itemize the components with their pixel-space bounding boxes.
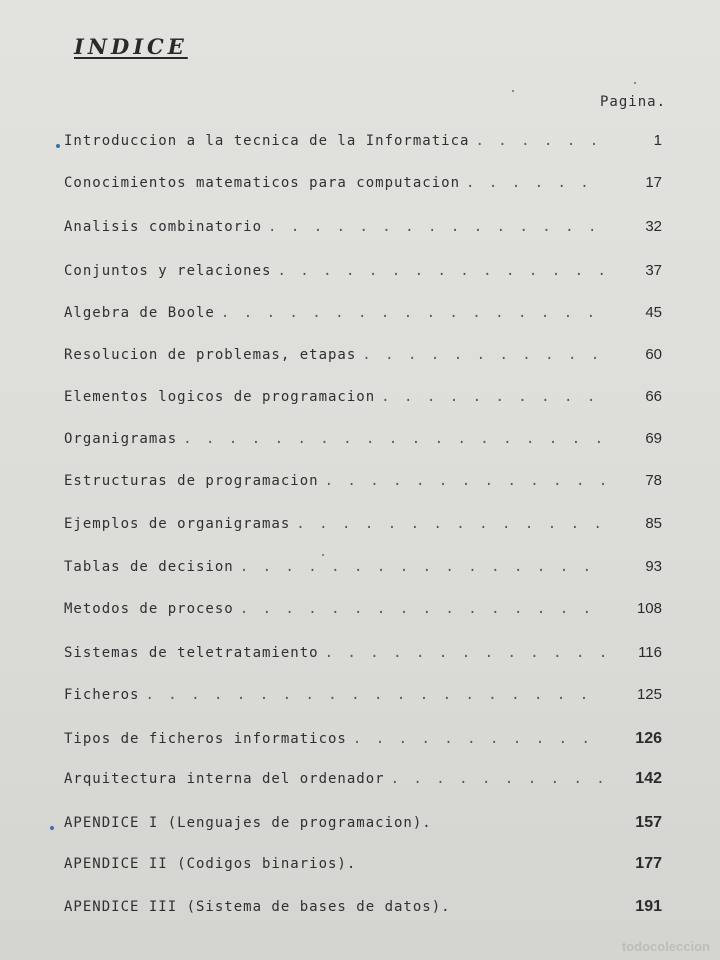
dot-leader — [240, 601, 604, 617]
toc-entry-title: Organigramas — [64, 431, 178, 447]
toc-entry-title: APENDICE II (Codigos binarios). — [64, 856, 357, 872]
toc-entry — [64, 770, 662, 794]
paper-speck — [322, 554, 324, 556]
toc-entry-page: 32 — [645, 218, 662, 235]
toc-entry-page: 177 — [635, 855, 662, 872]
dot-leader — [325, 645, 604, 661]
toc-entry-page: 66 — [645, 388, 662, 405]
dot-leader — [325, 473, 604, 489]
toc-entry — [64, 600, 662, 624]
toc-entry — [64, 730, 662, 754]
toc-entry — [64, 686, 662, 710]
toc-entry-title: Conocimientos matematicos para computacion — [64, 175, 461, 191]
dot-leader — [183, 431, 604, 447]
toc-entry — [64, 262, 662, 286]
toc-entry-page: 93 — [645, 558, 662, 575]
dot-leader — [268, 219, 604, 235]
toc-entry — [64, 174, 662, 198]
paper-speck — [634, 82, 636, 84]
toc-entry-title: Analisis combinatorio — [64, 219, 263, 235]
toc-entry-page: 126 — [635, 730, 662, 747]
dot-leader — [475, 133, 604, 149]
blue-dot-mark — [56, 144, 60, 148]
dot-leader — [221, 305, 604, 321]
toc-entry-title: Metodos de proceso — [64, 601, 234, 617]
toc-entry-title: Ejemplos de organigramas — [64, 516, 291, 532]
toc-entry-title: APENDICE III (Sistema de bases de datos). — [64, 899, 451, 915]
toc-entry — [64, 515, 662, 539]
page-column-header: Pagina. — [600, 94, 667, 110]
paper-speck — [512, 90, 514, 92]
toc-entry — [64, 430, 662, 454]
toc-entry-page: 85 — [645, 515, 662, 532]
dot-leader — [240, 559, 604, 575]
index-title: INDICE — [74, 34, 188, 59]
toc-entry-page: 125 — [636, 686, 662, 703]
toc-entry-page: 116 — [638, 644, 662, 661]
toc-entry-title: Tablas de decision — [64, 559, 234, 575]
dot-leader — [362, 347, 604, 363]
toc-entry — [64, 558, 662, 582]
toc-entry-page: 37 — [645, 262, 662, 279]
toc-entry-title: APENDICE I (Lenguajes de programacion). — [64, 815, 432, 831]
toc-entry-title: Tipos de ficheros informaticos — [64, 731, 347, 747]
dot-leader — [277, 263, 604, 279]
toc-entry — [64, 346, 662, 370]
toc-entry-page: 78 — [645, 472, 662, 489]
toc-entry-title: Ficheros — [64, 687, 140, 703]
toc-entry — [64, 304, 662, 328]
toc-entry-title: Resolucion de problemas, etapas — [64, 347, 357, 363]
toc-entry — [64, 855, 662, 879]
toc-entry — [64, 898, 662, 922]
toc-entry-page: 69 — [645, 430, 662, 447]
watermark-logo: todocoleccion — [621, 939, 710, 954]
toc-entry — [64, 388, 662, 412]
toc-entry-page: 60 — [645, 346, 662, 363]
toc-entry-title: Sistemas de teletratamiento — [64, 645, 319, 661]
blue-dot-mark — [50, 826, 54, 830]
toc-entry-title: Arquitectura interna del ordenador — [64, 771, 385, 787]
toc-entry-page: 45 — [645, 304, 662, 321]
toc-entry-title: Elementos logicos de programacion — [64, 389, 376, 405]
toc-entry-page: 142 — [635, 770, 662, 787]
toc-entry-page: 1 — [653, 132, 662, 149]
toc-entry-page: 17 — [645, 174, 662, 191]
toc-entry-title: Introduccion a la tecnica de la Informatica — [64, 133, 470, 149]
dot-leader — [296, 516, 604, 532]
dot-leader — [381, 389, 604, 405]
dot-leader — [391, 771, 604, 787]
toc-entry — [64, 644, 662, 668]
dot-leader — [466, 175, 604, 191]
toc-entry-title: Estructuras de programacion — [64, 473, 319, 489]
toc-entry-page: 157 — [635, 814, 662, 831]
toc-entry-page: 191 — [635, 898, 662, 915]
toc-entry — [64, 132, 662, 156]
toc-entry — [64, 814, 662, 838]
toc-entry-title: Conjuntos y relaciones — [64, 263, 272, 279]
dot-leader — [353, 731, 604, 747]
toc-entry-page: 108 — [636, 600, 662, 617]
toc-entry — [64, 472, 662, 496]
toc-entry-title: Algebra de Boole — [64, 305, 215, 321]
dot-leader — [145, 687, 604, 703]
toc-entry — [64, 218, 662, 242]
